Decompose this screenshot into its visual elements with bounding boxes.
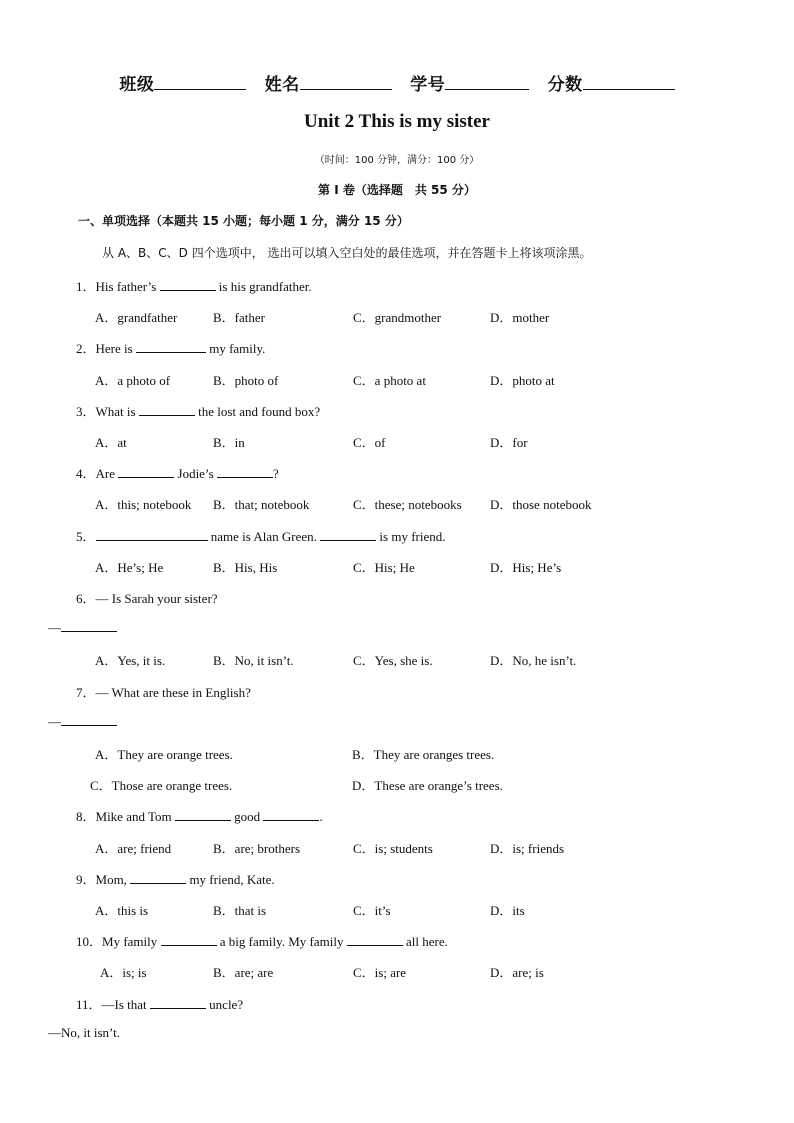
question-text: Mike and Tom — [95, 809, 175, 825]
question-text: Here is — [95, 341, 136, 357]
answer-line — [48, 619, 117, 636]
option-d[interactable]: D．These are orange’s trees. — [352, 778, 503, 794]
question-number: 8． — [76, 809, 96, 825]
question-text: Jodie’s — [174, 466, 217, 482]
option-c[interactable]: C．grandmother — [353, 310, 442, 326]
question-number: 5． — [76, 528, 96, 544]
question-1 — [76, 276, 312, 295]
question-text: What is — [95, 403, 139, 419]
question-text: is his grandfather. — [215, 279, 312, 294]
option-c[interactable]: C．of — [353, 435, 386, 450]
option-d[interactable]: D．His; He’s — [490, 559, 562, 575]
section-heading: 一、单项选择（本题共 15 小题；每小题 1 分，满分 15 分） — [78, 214, 409, 228]
question-10 — [76, 931, 448, 950]
name-field: 姓名 — [265, 75, 392, 95]
question-5 — [76, 526, 445, 545]
option-c[interactable]: C．these; notebooks — [353, 497, 462, 513]
question-7 — [76, 682, 251, 701]
page-title: Unit 2 This is my sister — [304, 111, 490, 132]
answer-blank[interactable] — [160, 278, 216, 291]
option-c[interactable]: C．Those are orange trees. — [90, 778, 233, 794]
option-d[interactable]: D．photo at — [490, 372, 555, 388]
score-field: 分数 — [548, 75, 675, 95]
option-a[interactable]: A．is; is — [100, 965, 147, 981]
option-b[interactable]: B．are; are — [213, 965, 274, 981]
answer-blank[interactable] — [175, 808, 231, 821]
dash: — — [48, 620, 61, 636]
option-c[interactable]: C．it’s — [353, 903, 391, 918]
answer-blank[interactable] — [152, 528, 208, 541]
answer-blank[interactable] — [217, 465, 273, 478]
question-text: Are — [95, 466, 119, 482]
question-text: Mom, — [95, 871, 131, 887]
option-b[interactable]: B．that; notebook — [213, 497, 310, 513]
answer-blank[interactable] — [320, 528, 376, 541]
question-6 — [76, 588, 218, 607]
question-text: name is Alan Green. — [207, 528, 321, 544]
question-8 — [76, 806, 323, 825]
option-a[interactable]: A．a photo of — [95, 372, 171, 388]
answer-blank[interactable] — [118, 465, 174, 478]
question-text: uncle? — [205, 996, 244, 1012]
answer-blank[interactable] — [130, 871, 186, 884]
answer-blank[interactable] — [61, 619, 117, 632]
question-number: 3． — [76, 403, 96, 419]
option-d[interactable]: D．No, he isn’t. — [490, 653, 577, 669]
answer-blank[interactable] — [161, 933, 217, 946]
student-info-line — [0, 70, 794, 95]
option-c[interactable]: C．a photo at — [353, 372, 426, 388]
student-id-field: 学号 — [410, 75, 529, 95]
class-field: 班级 — [119, 75, 246, 95]
option-a[interactable]: A．Yes, it is. — [95, 653, 166, 669]
part-heading: 第 I 卷（选择题 共 55 分） — [318, 183, 476, 197]
question-number: 4． — [76, 466, 96, 482]
option-c[interactable]: C．His; He — [353, 559, 415, 575]
answer-blank[interactable] — [347, 933, 403, 946]
question-number: 7． — [76, 684, 96, 700]
option-a[interactable]: A．at — [95, 435, 127, 450]
question-9 — [76, 869, 275, 888]
question-3 — [76, 401, 320, 420]
question-text: is my friend. — [376, 528, 446, 544]
question-number: 11． — [76, 996, 102, 1012]
option-d[interactable]: D．its — [490, 903, 525, 918]
question-text: good — [230, 809, 264, 825]
option-d[interactable]: D．is; friends — [490, 840, 565, 856]
answer-blank[interactable] — [136, 340, 206, 353]
question-text: ? — [272, 466, 279, 482]
question-number: 2． — [76, 341, 96, 357]
option-d[interactable]: D．those notebook — [490, 497, 592, 513]
question-text: —Is that — [101, 996, 150, 1012]
question-11 — [76, 994, 243, 1013]
question-text: His father’s — [95, 279, 160, 294]
option-a[interactable]: A．this is — [95, 903, 149, 918]
option-b[interactable]: B．His, His — [213, 559, 278, 575]
question-text: My family — [102, 934, 161, 950]
answer-blank[interactable] — [96, 528, 152, 541]
answer-line — [48, 1025, 120, 1041]
option-a[interactable]: A．this; notebook — [95, 497, 192, 513]
question-text: all here. — [402, 934, 448, 950]
option-b[interactable]: B．in — [213, 435, 245, 450]
exam-timing: （时间：100 分钟，满分：100 分） — [314, 155, 480, 166]
option-d[interactable]: D．for — [490, 435, 528, 450]
option-a[interactable]: A．are; friend — [95, 840, 172, 856]
option-b[interactable]: B．are; brothers — [213, 840, 301, 856]
option-c[interactable]: C．is; are — [353, 965, 407, 981]
question-text: my family. — [205, 341, 266, 357]
option-d[interactable]: D．mother — [490, 310, 550, 326]
option-d[interactable]: D．are; is — [490, 965, 544, 981]
option-a[interactable]: A．He’s; He — [95, 559, 164, 575]
question-text: . — [319, 809, 323, 825]
option-b[interactable]: B．They are oranges trees. — [352, 747, 495, 762]
question-text: the lost and found box? — [194, 403, 321, 419]
question-number: 1． — [76, 279, 96, 294]
option-c[interactable]: C．Yes, she is. — [353, 653, 433, 669]
option-b[interactable]: B．that is — [213, 903, 267, 918]
option-b[interactable]: B．father — [213, 310, 265, 326]
question-text: my friend, Kate. — [186, 871, 275, 887]
question-text: a big family. My family — [216, 934, 347, 950]
option-b[interactable]: B．No, it isn’t. — [213, 653, 294, 669]
option-a[interactable]: A．grandfather — [95, 310, 178, 326]
section-instruction: 从 A、B、C、D 四个选项中， 选出可以填入空白处的最佳选项，并在答题卡上将该项涂黑。 — [102, 246, 592, 260]
question-text: — What are these in English? — [95, 684, 251, 700]
dash: — — [48, 713, 61, 729]
question-2 — [76, 338, 265, 357]
option-a[interactable]: A．They are orange trees. — [95, 747, 233, 762]
answer-blank[interactable] — [139, 403, 195, 416]
answer-line — [48, 713, 117, 730]
question-4 — [76, 463, 279, 482]
option-b[interactable]: B．photo of — [213, 372, 279, 388]
answer-blank[interactable] — [61, 713, 117, 726]
answer-blank[interactable] — [150, 996, 206, 1009]
option-c[interactable]: C．is; students — [353, 840, 433, 856]
question-number: 10． — [76, 934, 103, 950]
question-text: — Is Sarah your sister? — [95, 591, 218, 606]
answer-blank[interactable] — [263, 808, 319, 821]
question-text: —No, it isn’t. — [48, 1024, 120, 1040]
question-number: 9． — [76, 871, 96, 887]
question-number: 6． — [76, 591, 96, 606]
